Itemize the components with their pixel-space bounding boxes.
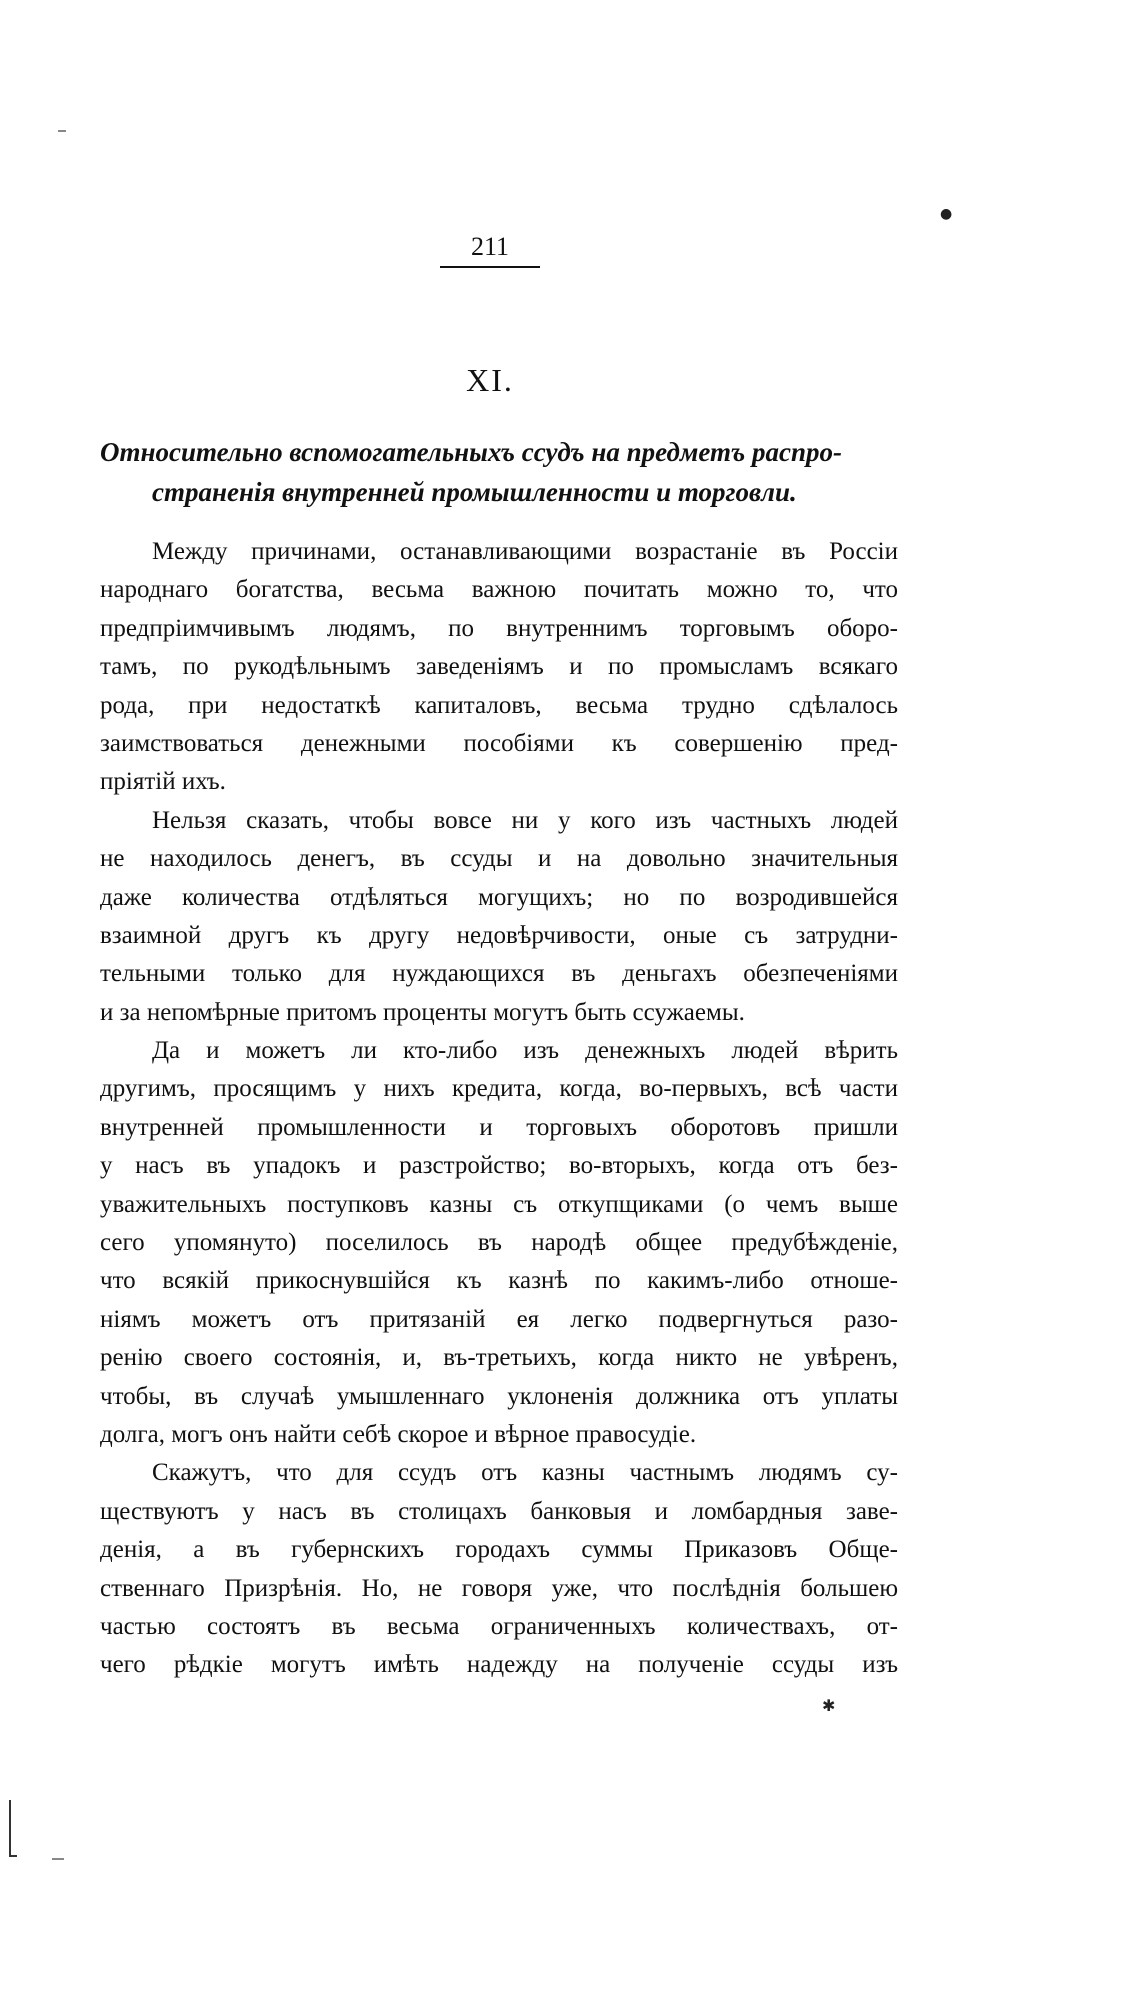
- text-line: тельными только для нуждающихся въ деньгахъ обезпеченіями: [100, 960, 898, 988]
- body-text: [100, 533, 898, 1685]
- text-line: предпріимчивымъ людямъ, по внутреннимъ торговымъ оборо-: [100, 614, 898, 642]
- text-line: ществуютъ у насъ въ столицахъ банковыя и ломбардныя заве-: [100, 1497, 898, 1525]
- text-line: заимствоваться денежными пособіями къ совершенію пред-: [100, 729, 898, 757]
- text-line: Между причинами, останавливающими возрастаніе въ Россіи: [152, 538, 898, 565]
- text-line: долга, могъ онъ найти себѣ скорое и вѣрное правосудіе.: [100, 1420, 697, 1448]
- page-number: 211: [470, 232, 510, 261]
- ink-speck: ●: [940, 206, 953, 222]
- text-line: и за непомѣрные притомъ проценты могутъ быть ссужаемы.: [100, 998, 745, 1026]
- margin-mark: [58, 130, 66, 132]
- text-line: тамъ, по рукодѣльнымъ заведеніямъ и по промысламъ всякаго: [100, 653, 898, 681]
- page-number-rule: [440, 266, 540, 268]
- heading-line-2: страненія внутренней промышленности и торговли.: [152, 477, 797, 507]
- text-line: не находилось денегъ, въ ссуды и на довольно значительныя: [100, 845, 898, 873]
- text-line: внутренней промышленности и торговыхъ оборотовъ пришли: [100, 1113, 898, 1141]
- text-line: ственнаго Призрѣнія. Но, не говоря уже, что послѣднія большею: [100, 1574, 898, 1602]
- text-line: другимъ, просящимъ у нихъ кредита, когда, во-первыхъ, всѣ части: [100, 1075, 898, 1103]
- heading-line-1: Относительно вспомогательныхъ ссудъ на предметъ распро-: [100, 437, 842, 467]
- text-line: денія, а въ губернскихъ городахъ суммы Приказовъ Обще-: [100, 1536, 898, 1564]
- ink-speck: ✱: [822, 1696, 836, 1715]
- text-line: у насъ въ упадокъ и разстройство; во-вторыхъ, когда отъ без-: [100, 1152, 898, 1180]
- text-line: чего рѣдкіе могутъ имѣть надежду на полученіе ссуды изъ: [100, 1651, 898, 1679]
- text-line: Да и можетъ ли кто-либо изъ денежныхъ людей вѣрить: [152, 1037, 898, 1065]
- text-line: ніямъ можетъ отъ притязаній ея легко подвергнуться разо-: [100, 1305, 898, 1333]
- text-line: даже количества отдѣляться могущихъ; но по возродившейся: [100, 883, 898, 911]
- margin-mark: [9, 1855, 17, 1857]
- text-line: взаимной другъ къ другу недовѣрчивости, оные съ затрудни-: [100, 921, 898, 949]
- text-line: уважительныхъ поступковъ казны съ откупщиками (о чемъ выше: [100, 1190, 898, 1218]
- margin-mark: [9, 1800, 11, 1855]
- text-line: народнаго богатства, весьма важною почитать можно то, что: [100, 576, 898, 604]
- text-line: рода, при недостаткѣ капиталовъ, весьма трудно сдѣлалось: [100, 691, 898, 719]
- text-line: ренію своего состоянія, и, въ-третьихъ, когда никто не увѣренъ,: [100, 1344, 898, 1372]
- text-line: сего упомянуто) поселилось въ народѣ общее предубѣжденіе,: [100, 1229, 898, 1257]
- text-line: Нельзя сказать, чтобы вовсе ни у кого изъ частныхъ людей: [152, 806, 898, 834]
- chapter-heading: [100, 432, 900, 512]
- text-line: пріятій ихъ.: [100, 768, 226, 796]
- text-line: что всякій прикоснувшійся къ казнѣ по какимъ-либо отноше-: [100, 1267, 898, 1295]
- text-line: чтобы, въ случаѣ умышленнаго уклоненія должника отъ уплаты: [100, 1382, 898, 1410]
- margin-mark: [52, 1858, 64, 1860]
- text-line: Скажутъ, что для ссудъ отъ казны частнымъ людямъ су-: [152, 1459, 898, 1487]
- text-line: частью состоятъ въ весьма ограниченныхъ количествахъ, от-: [100, 1612, 898, 1640]
- chapter-number: XI.: [466, 362, 514, 398]
